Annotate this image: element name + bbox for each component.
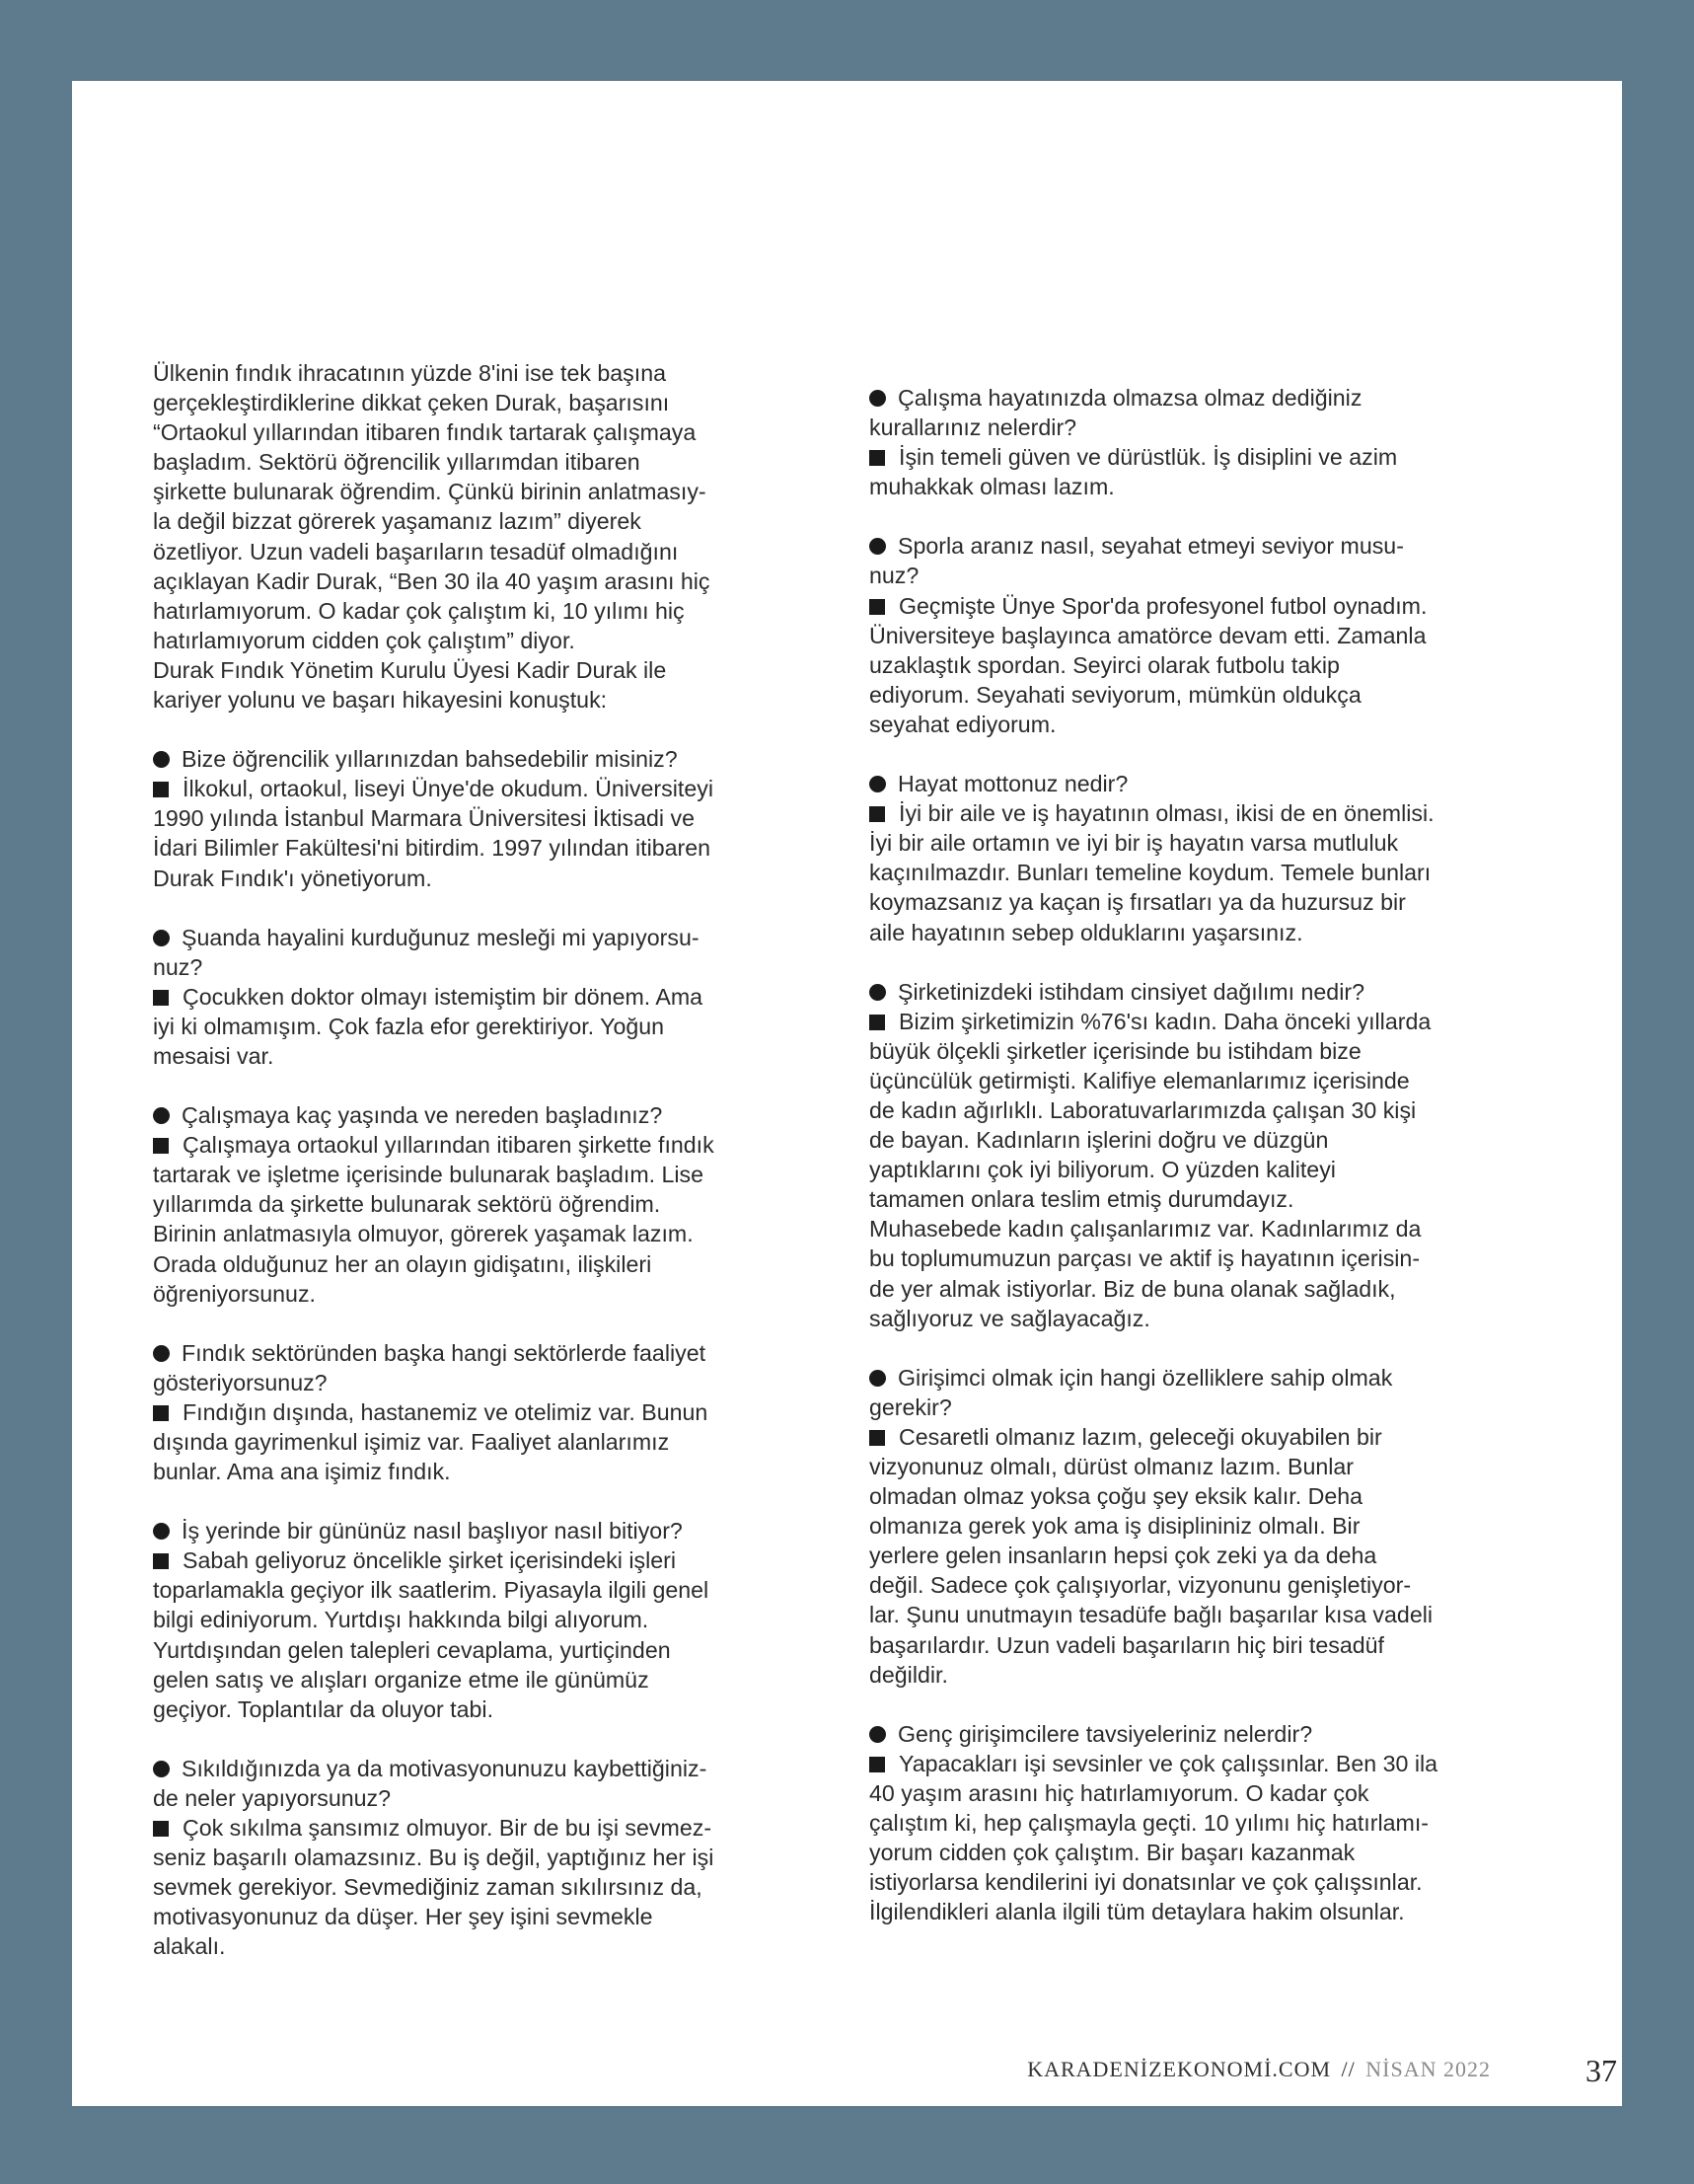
question-bullet-icon (869, 1370, 886, 1387)
answer: Çok sıkılma şansımız olmuyor. Bir de bu işi sevmez- seniz başarılı olamazsınız. Bu iş değil, yaptığınız her işi sevmek gerekiyor. Sevmediğiniz zaman sıkılırsınız da, motivasyonunuz da düşer. Her şey işini sevmekle alakalı. (153, 1815, 714, 1960)
question-bullet-icon (153, 751, 170, 768)
question-bullet-icon (869, 1726, 886, 1743)
question: Şirketinizdeki istihdam cinsiyet dağılımı nedir? (869, 977, 1560, 1007)
magazine-page (72, 81, 1622, 2106)
qa-item (869, 531, 1560, 739)
qa-item (153, 1754, 834, 1962)
answer-square-icon (869, 1757, 885, 1772)
qa-item (153, 1516, 834, 1724)
answer-square-icon (869, 806, 885, 822)
qa-item (869, 769, 1560, 947)
left-column (153, 358, 834, 1962)
answer: Çocukken doktor olmayı istemiştim bir dönem. Ama iyi ki olmamışım. Çok fazla efor gerektiriyor. Yoğun mesaisi var. (153, 983, 703, 1069)
qa-item (869, 1719, 1560, 1927)
answer: Çalışmaya ortaokul yıllarından itibaren şirkette fındık tartarak ve işletme içerisinde bulunarak başladım. Lise yıllarımda da şirkette bulunarak sektörü öğrendim. Birinin anlatmasıyla olmuyor, görerek yaşamak lazım. Orada olduğunuz her an olayın gidişatını, ilişkileri öğreniyorsunuz. (153, 1132, 714, 1307)
answer-square-icon (153, 1821, 169, 1837)
answer-square-icon (869, 599, 885, 615)
footer-separator: // (1341, 2057, 1356, 2081)
question-bullet-icon (869, 538, 886, 555)
qa-item (153, 1100, 834, 1309)
answer-square-icon (153, 1553, 169, 1569)
question: Sporla aranız nasıl, seyahat etmeyi seviyor musu- nuz? (869, 533, 1404, 589)
answer: Cesaretli olmanız lazım, geleceği okuyabilen bir vizyonunuz olmalı, dürüst olmanız lazım. Bunlar olmadan olmaz yoksa çoğu şey eksik kalır. Deha olmanıza gerek yok ama iş disiplininiz olmalı. Bir yerlere gelen insanların hepsi çok zeki ya da deha değil. Sadece çok çalışıyorlar, vizyonunu genişletiyor- lar. Şunu unutmayın tesadüfe bağlı başarılar kısa vadeli başarılardır. Uzun vadeli başarıların hiç biri tesadüf değildir. (869, 1423, 1434, 1688)
question: Sıkıldığınızda ya da motivasyonunuzu kaybettiğiniz- de neler yapıyorsunuz? (153, 1755, 707, 1811)
answer-square-icon (153, 1138, 169, 1154)
intro-paragraph: Ülkenin fındık ihracatının yüzde 8'ini ise tek başına gerçekleştirdiklerine dikkat çeken Durak, başarısını “Ortaokul yıllarından itibaren fındık tartarak çalışmaya başladım. Sektörü öğrencilik yıllarımdan itibaren şirkette bulunarak öğrendim. Çünkü birinin anlatmasıy- la değil bizzat görerek yaşamanız lazım” diyerek özetliyor. Uzun vadeli başarıların tesadüf olmadığını açıklayan Kadir Durak, “Ben 30 ila 40 yaşım arasını hiç hatırlamıyorum. O kadar çok çalıştım ki, 10 yılımı hiç hatırlamıyorum cidden çok çalıştım” diyor. Durak Fındık Yönetim Kurulu Üyesi Kadir Durak ile kariyer yolunu ve başarı hikayesini konuştuk: (153, 360, 710, 714)
question-bullet-icon (153, 1761, 170, 1777)
qa-item (153, 744, 834, 892)
question: Bize öğrencilik yıllarınızdan bahsedebilir misiniz? (153, 744, 834, 774)
question-bullet-icon (153, 1523, 170, 1540)
question: Fındık sektöründen başka hangi sektörlerde faaliyet gösteriyorsunuz? (153, 1339, 706, 1395)
answer-square-icon (869, 450, 885, 466)
answer: İyi bir aile ve iş hayatının olması, ikisi de en önemlisi. İyi bir aile ortamın ve iyi bir iş hayatın varsa mutluluk kaçınılmazdır. Bunları temeline koydum. Temele bunları koymazsanız ya kaçan iş fırsatları ya da huzursuz bir aile hayatının sebep olduklarını yaşarsınız. (869, 800, 1435, 945)
footer-issue-date: NİSAN 2022 (1365, 2057, 1491, 2081)
question: Girişimci olmak için hangi özelliklere sahip olmak gerekir? (869, 1364, 1393, 1420)
answer: İşin temeli güven ve dürüstlük. İş disiplini ve azim muhakkak olması lazım. (869, 444, 1398, 500)
question-bullet-icon (869, 776, 886, 792)
question: Hayat mottonuz nedir? (869, 769, 1560, 798)
answer: Sabah geliyoruz öncelikle şirket içerisindeki işleri toparlamakla geçiyor ilk saatlerim. Piyasayla ilgili genel bilgi ediniyorum. Yurtdışı hakkında bilgi alıyorum. Yurtdışından gelen talepleri cevaplama, yurtiçinden gelen satış ve alışları organize etme ile günümüz geçiyor. Toplantılar da oluyor tabi. (153, 1547, 709, 1722)
answer-square-icon (153, 1405, 169, 1421)
answer-square-icon (153, 990, 169, 1006)
qa-item (153, 923, 834, 1071)
qa-item (869, 383, 1560, 501)
right-column (869, 383, 1560, 1926)
footer-site-link[interactable]: KARADENİZEKONOMİ.COM (1027, 2057, 1332, 2081)
question: Çalışmaya kaç yaşında ve nereden başladınız? (153, 1100, 834, 1130)
qa-item (869, 1363, 1560, 1690)
question: İş yerinde bir gününüz nasıl başlıyor nasıl bitiyor? (153, 1516, 834, 1545)
answer: Fındığın dışında, hastanemiz ve otelimiz var. Bunun dışında gayrimenkul işimiz var. Faaliyet alanlarımız bunlar. Ama ana işimiz fındık. (153, 1398, 708, 1485)
qa-item (153, 1338, 834, 1486)
qa-item (869, 977, 1560, 1333)
answer-square-icon (869, 1430, 885, 1446)
answer: Yapacakları işi sevsinler ve çok çalışsınlar. Ben 30 ila 40 yaşım arasını hiç hatırlamıyorum. O kadar çok çalıştım ki, hep çalışmayla geçti. 10 yılımı hiç hatırlamı- yorum cidden çok çalıştım. Bir başarı kazanmak istiyorlarsa kendilerini iyi donatsınlar ve çok çalışsınlar. İlgilendikleri alanla ilgili tüm detaylara hakim olsunlar. (869, 1750, 1438, 1925)
answer-square-icon (869, 1015, 885, 1030)
question: Şuanda hayalini kurduğunuz mesleği mi yapıyorsu- nuz? (153, 924, 700, 980)
question-bullet-icon (153, 1345, 170, 1362)
question-bullet-icon (869, 390, 886, 407)
answer: İlkokul, ortaokul, liseyi Ünye'de okudum. Üniversiteyi 1990 yılında İstanbul Marmara Üniversitesi İktisadi ve İdari Bilimler Fakültesi'ni bitirdim. 1997 yılından itibaren Durak Fındık'ı yönetiyorum. (153, 776, 713, 891)
answer-square-icon (153, 782, 169, 797)
answer: Geçmişte Ünye Spor'da profesyonel futbol oynadım. Üniversiteye başlayınca amatörce devam etti. Zamanla uzaklaştık spordan. Seyirci olarak futbolu takip ediyorum. Seyahati seviyorum, mümkün oldukça seyahat ediyorum. (869, 592, 1428, 737)
answer: Bizim şirketimizin %76'sı kadın. Daha önceki yıllarda büyük ölçekli şirketler içerisinde bu istihdam bize üçüncülük getirmişti. Kalifiye elemanlarımız içerisinde de kadın ağırlıklı. Laboratuvarlarımızda çalışan 30 kişi de bayan. Kadınların işlerini doğru ve düzgün yaptıklarını çok iyi biliyorum. O yüzden kaliteyi tamamen onlara teslim etmiş durumdayız. Muhasebede kadın çalışanlarımız var. Kadınlarımız da bu toplumumuzun parçası ve aktif iş hayatının içerisin- de yer almak istiyorlar. Biz de buna olanak sağladık, sağlıyoruz ve sağlayacağız. (869, 1008, 1432, 1331)
question-bullet-icon (153, 930, 170, 946)
page-number: 37 (1585, 2053, 1617, 2088)
question-bullet-icon (869, 984, 886, 1001)
question-bullet-icon (153, 1107, 170, 1124)
page-footer (1027, 2057, 1491, 2082)
question: Çalışma hayatınızda olmazsa olmaz dediğiniz kurallarınız nelerdir? (869, 385, 1363, 441)
question: Genç girişimcilere tavsiyeleriniz nelerdir? (869, 1719, 1560, 1749)
